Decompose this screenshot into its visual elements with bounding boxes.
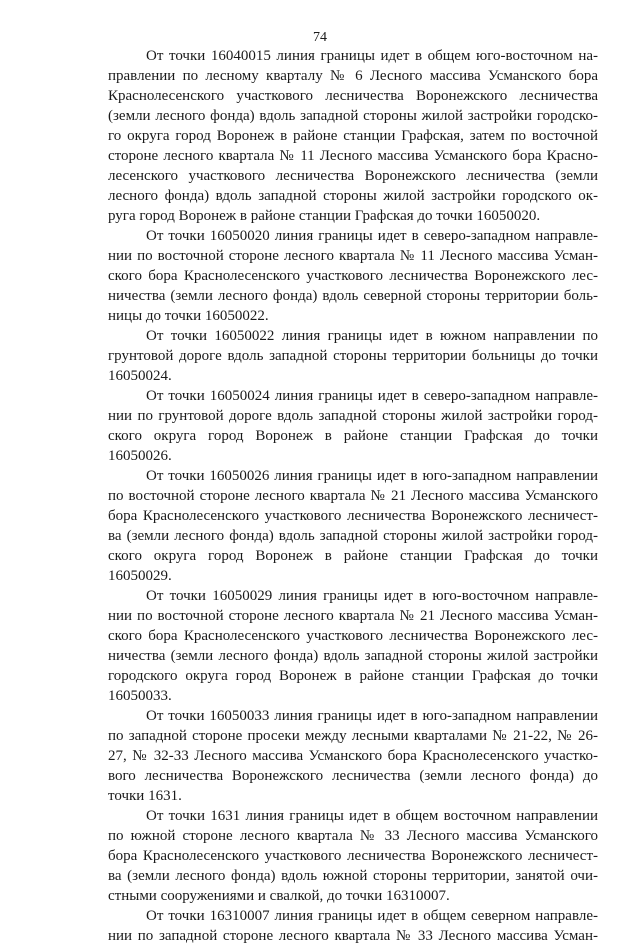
text-line: 27, № 32-33 Лесного массива Усманского бора Краснолесенского участко- (108, 748, 598, 764)
text-line: От точки 16050033 линия границы идет в юго-западном направлении (146, 708, 598, 724)
text-line: го округа город Воронеж в районе станции Графская, затем по восточной (108, 128, 598, 144)
text-line: нии по восточной стороне лесного квартала № 11 Лесного массива Усман- (108, 248, 598, 264)
page-number: 74 (313, 30, 327, 45)
text-line: От точки 16050020 линия границы идет в северо-западном направле- (146, 228, 598, 244)
text-line: ского бора Краснолесенского участкового лесничества Воронежского лес- (108, 628, 598, 644)
document-body (108, 46, 598, 946)
text-line: ницы до точки 16050022. (108, 308, 269, 324)
text-line: От точки 16050026 линия границы идет в юго-западном направлении (146, 468, 598, 484)
paragraph (108, 706, 598, 806)
text-line: нии по грунтовой дороге вдоль западной стороны жилой застройки город- (108, 408, 598, 424)
text-line: От точки 16050022 линия границы идет в южном направлении по (146, 328, 598, 344)
paragraph (108, 386, 598, 466)
text-line: ничества (земли лесного фонда) вдоль северной стороны территории боль- (108, 288, 598, 304)
text-line: стными сооружениями и свалкой, до точки 16310007. (108, 888, 450, 904)
text-line: бора Краснолесенского участкового лесничества Воронежского лесничест- (108, 508, 598, 524)
text-line: 16050026. (108, 448, 172, 464)
paragraph (108, 46, 598, 226)
text-line: нии по западной стороне лесного квартала № 33 Лесного массива Усман- (108, 928, 598, 944)
paragraph (108, 806, 598, 906)
paragraph (108, 226, 598, 326)
paragraph (108, 586, 598, 706)
text-line: ского бора Краснолесенского участкового лесничества Воронежского лес- (108, 268, 598, 284)
text-line: точки 1631. (108, 788, 182, 804)
text-line: От точки 16050029 линия границы идет в юго-восточном направле- (146, 588, 598, 604)
text-line: От точки 1631 линия границы идет в общем восточном направлении (146, 808, 598, 824)
text-line: руга город Воронеж в районе станции Графская до точки 16050020. (108, 208, 541, 224)
text-line: городского округа город Воронеж в районе станции Графская до точки (108, 668, 598, 684)
text-line: по восточной стороне лесного квартала № 21 Лесного массива Усманского (108, 488, 598, 504)
text-line: по западной стороне просеки между лесными кварталами № 21-22, № 26- (108, 728, 598, 744)
text-line: по южной стороне лесного квартала № 33 Лесного массива Усманского (108, 828, 598, 844)
paragraph (108, 906, 598, 946)
text-line: ского округа город Воронеж в районе станции Графская до точки (108, 428, 598, 444)
text-line: От точки 16310007 линия границы идет в общем северном направле- (146, 908, 598, 924)
text-line: ского округа город Воронеж в районе станции Графская до точки (108, 548, 598, 564)
text-line: вого лесничества Воронежского лесничества (земли лесного фонда) до (108, 768, 598, 784)
text-line: (земли лесного фонда) вдоль западной стороны жилой застройки городско- (108, 108, 598, 124)
text-line: бора Краснолесенского участкового лесничества Воронежского лесничест- (108, 848, 598, 864)
text-line: стороне лесного квартала № 11 Лесного массива Усманского бора Красно- (108, 148, 598, 164)
text-line: ва (земли лесного фонда) вдоль южной стороны территории, занятой очи- (108, 868, 598, 884)
paragraph (108, 326, 598, 386)
text-line: ничества (земли лесного фонда) вдоль западной стороны жилой застройки (108, 648, 598, 664)
text-line: 16050024. (108, 368, 172, 384)
text-line: лесенского участкового лесничества Воронежского лесничества (земли (108, 168, 598, 184)
paragraph (108, 466, 598, 586)
text-line: ва (земли лесного фонда) вдоль западной стороны жилой застройки город- (108, 528, 598, 544)
text-line: лесного фонда) вдоль западной стороны жилой застройки городского ок- (108, 188, 598, 204)
text-line: нии по восточной стороне лесного квартала № 21 Лесного массива Усман- (108, 608, 598, 624)
text-line: Краснолесенского участкового лесничества Воронежского лесничества (108, 88, 598, 104)
text-line: 16050029. (108, 568, 172, 584)
text-line: От точки 16050024 линия границы идет в северо-западном направле- (146, 388, 598, 404)
text-line: 16050033. (108, 688, 172, 704)
text-line: От точки 16040015 линия границы идет в общем юго-восточном на- (146, 48, 598, 64)
text-line: грунтовой дороге вдоль западной стороны территории больницы до точки (108, 348, 598, 364)
text-line: правлении по лесному кварталу № 6 Лесного массива Усманского бора (108, 68, 598, 84)
